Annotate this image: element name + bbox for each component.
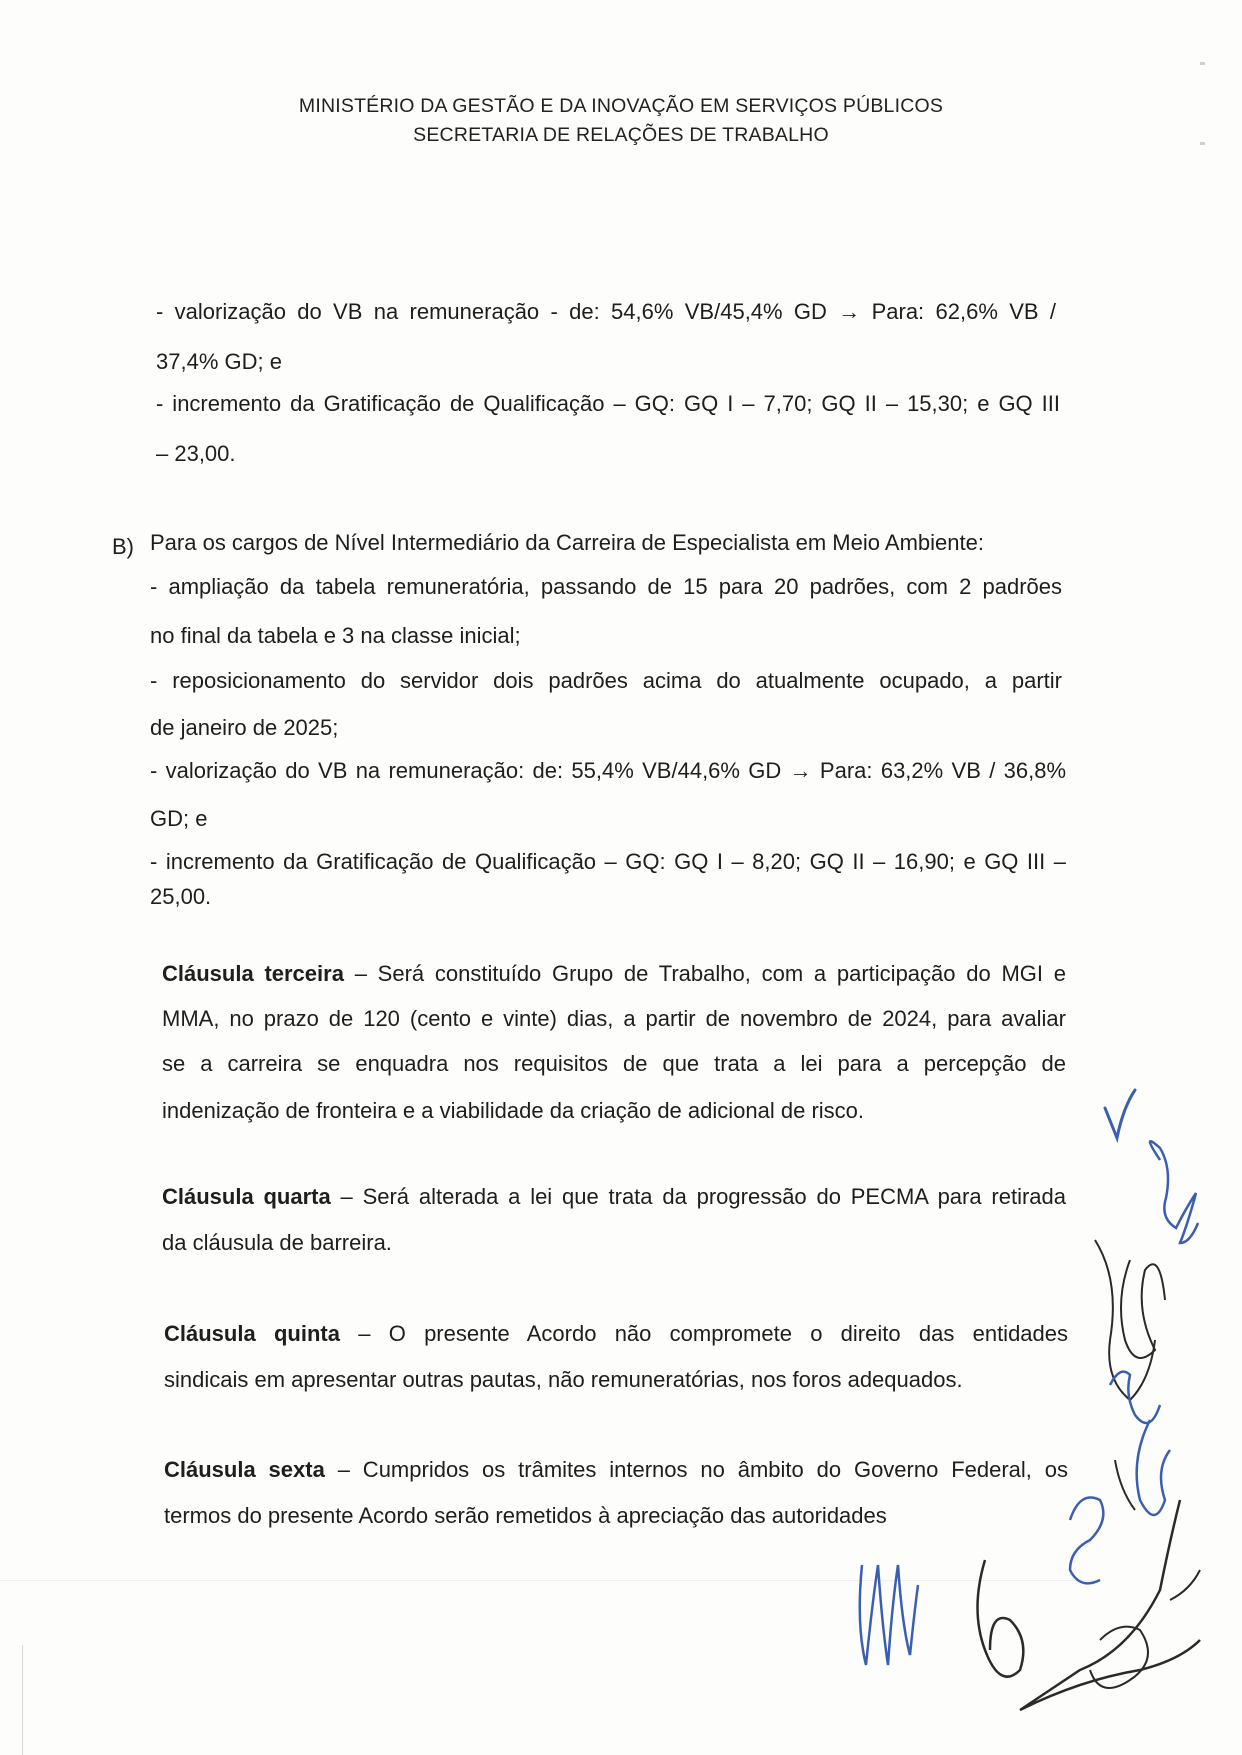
clause-quarta-title: Cláusula quarta bbox=[162, 1184, 331, 1209]
rubric-signature bbox=[1070, 1498, 1103, 1584]
clause-quarta-line-2: da cláusula de barreira. bbox=[162, 1230, 392, 1255]
section-b-title: Para os cargos de Nível Intermediário da Carreira de Especialista em Meio Ambiente: bbox=[150, 530, 984, 555]
check-mark-icon bbox=[1105, 1090, 1135, 1138]
clause-sexta-title: Cláusula sexta bbox=[164, 1457, 325, 1482]
section-a-line-4: – 23,00. bbox=[156, 441, 236, 466]
document-header bbox=[0, 92, 1242, 150]
clause-terceira-line-4: indenização de fronteira e a viabilidade da criação de adicional de risco. bbox=[162, 1098, 865, 1123]
clause-terceira-lead: – Será constituído Grupo de Trabalho, com a participação do MGI e bbox=[343, 961, 1067, 986]
section-a-line-3: - incremento da Gratificação de Qualificação – GQ: GQ I – 7,70; GQ II – 15,30; e GQ III bbox=[156, 391, 1060, 416]
clause-quinta-line-1 bbox=[164, 1320, 1068, 1348]
rubric-signature bbox=[1095, 1240, 1155, 1400]
rubric-signature bbox=[1121, 1260, 1165, 1358]
section-b-line: - ampliação da tabela remuneratória, passando de 15 para 20 padrões, com 2 padrões bbox=[150, 574, 1062, 599]
rubric-signature bbox=[1110, 1372, 1160, 1423]
clause-terceira-line-2: MMA, no prazo de 120 (cento e vinte) dias, a partir de novembro de 2024, para avaliar bbox=[162, 1006, 1066, 1031]
rubric-signature bbox=[1090, 1627, 1148, 1688]
scan-speck bbox=[1200, 62, 1205, 65]
clause-sexta-line-2: termos do presente Acordo serão remetidos à apreciação das autoridades bbox=[164, 1503, 887, 1528]
rubric-signature bbox=[1020, 1500, 1200, 1710]
rubric-signature bbox=[1115, 1460, 1135, 1510]
section-b-line: no final da tabela e 3 na classe inicial; bbox=[150, 623, 521, 648]
section-b-line: de janeiro de 2025; bbox=[150, 715, 339, 740]
rubric-signature bbox=[1150, 1141, 1198, 1243]
section-b-line: GD; e bbox=[150, 806, 208, 831]
page-divider bbox=[0, 1580, 1100, 1581]
clause-quarta-lead: – Será alterada a lei que trata da progressão do PECMA para retirada bbox=[330, 1184, 1066, 1209]
clause-sexta-line-1 bbox=[164, 1456, 1068, 1484]
clause-quinta-lead: – O presente Acordo não compromete o direito das entidades bbox=[339, 1321, 1069, 1346]
rubric-signature bbox=[1170, 1570, 1200, 1600]
section-a-line-1: - valorização do VB na remuneração - de: 54,6% VB/45,4% GD → Para: 62,6% VB / bbox=[156, 299, 1056, 324]
section-b-line: - valorização do VB na remuneração: de: 55,4% VB/44,6% GD → Para: 63,2% VB / 36,8% bbox=[150, 758, 1066, 783]
section-b-line: - incremento da Gratificação de Qualificação – GQ: GQ I – 8,20; GQ II – 16,90; e GQ III – bbox=[150, 849, 1066, 874]
clause-quinta-title: Cláusula quinta bbox=[164, 1321, 340, 1346]
rubric-signature bbox=[978, 1560, 1024, 1677]
section-b-line: - reposicionamento do servidor dois padrões acima do atualmente ocupado, a partir bbox=[150, 668, 1062, 693]
section-a-line-2: 37,4% GD; e bbox=[156, 349, 282, 374]
left-margin-rule bbox=[22, 1645, 23, 1755]
rubric-signature bbox=[1137, 1420, 1170, 1515]
secretariat-name: SECRETARIA DE RELAÇÕES DE TRABALHO bbox=[413, 124, 829, 146]
clause-terceira-line-3: se a carreira se enquadra nos requisitos de que trata a lei para a percepção de bbox=[162, 1051, 1066, 1076]
ministry-name: MINISTÉRIO DA GESTÃO E DA INOVAÇÃO EM SERVIÇOS PÚBLICOS bbox=[298, 95, 944, 117]
clause-terceira-title: Cláusula terceira bbox=[162, 961, 344, 986]
clause-terceira-line-1 bbox=[162, 960, 1066, 988]
clause-sexta-lead: – Cumpridos os trâmites internos no âmbito do Governo Federal, os bbox=[324, 1457, 1069, 1482]
section-b-line: 25,00. bbox=[150, 884, 212, 909]
section-b-marker: B) bbox=[112, 534, 134, 559]
clause-quarta-line-1 bbox=[162, 1183, 1066, 1211]
clause-quinta-line-2: sindicais em apresentar outras pautas, não remuneratórias, nos foros adequados. bbox=[164, 1367, 963, 1392]
